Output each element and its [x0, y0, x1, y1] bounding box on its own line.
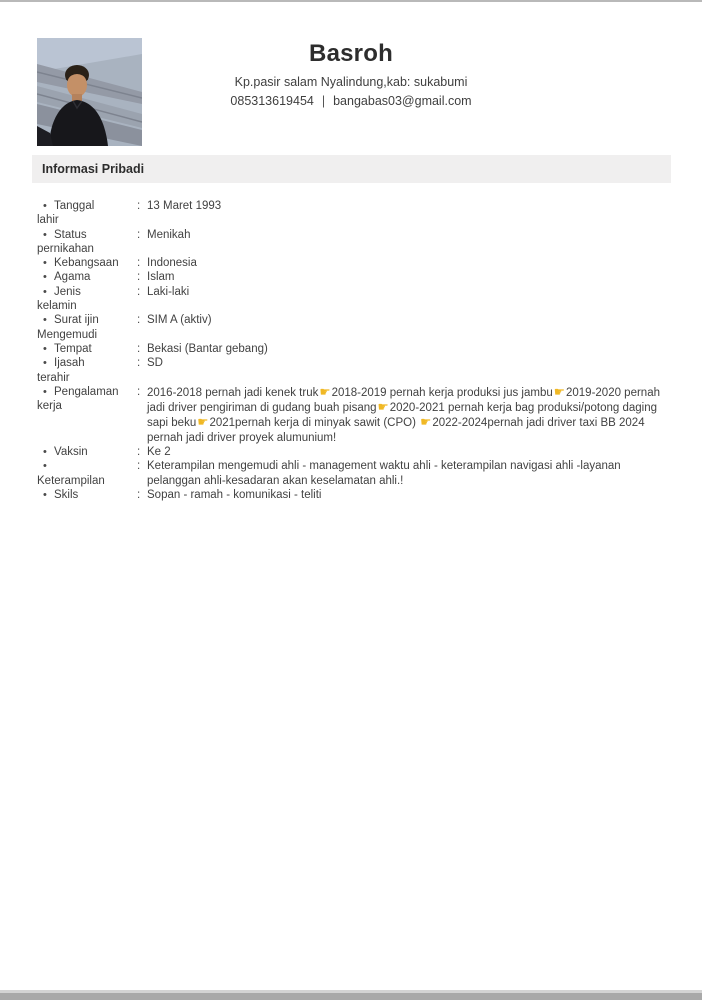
- info-label-text: lahir: [37, 214, 59, 227]
- personal-info-list: [37, 199, 665, 502]
- phone-number: 085313619454: [230, 94, 314, 108]
- info-value: SD: [147, 357, 163, 370]
- info-label-text: Keterampilan: [37, 474, 105, 487]
- pointing-right-hand-icon: ☛: [377, 400, 389, 415]
- info-value: Keterampilan mengemudi ahli - management waktu ahli - keterampilan navigasi ahli -layanan pelanggan ahli-kesadaran akan keselamatan ahli.!: [147, 460, 621, 487]
- info-label: [37, 459, 137, 488]
- info-label: [37, 270, 137, 284]
- info-label: [37, 445, 137, 459]
- info-label-text: kerja: [37, 400, 62, 413]
- info-label-text: pernikahan: [37, 242, 94, 255]
- info-value: SIM A (aktiv): [147, 314, 212, 327]
- separator-bar: |: [321, 94, 326, 108]
- info-label: [37, 385, 137, 414]
- info-value: Bekasi (Bantar gebang): [147, 342, 268, 355]
- info-label-text: terahir: [37, 371, 70, 384]
- bullet-icon: •: [43, 228, 47, 241]
- info-row: [37, 270, 665, 284]
- info-value: Sopan - ramah - komunikasi - teliti: [147, 488, 322, 501]
- bullet-icon: •: [43, 385, 47, 398]
- bullet-icon: •: [43, 446, 47, 459]
- info-row: [37, 199, 665, 228]
- colon-separator: :: [137, 385, 141, 398]
- section-title: Informasi Pribadi: [42, 162, 145, 176]
- info-label-text: Status: [54, 228, 87, 241]
- info-label-text: Agama: [54, 271, 91, 284]
- info-row: [37, 256, 665, 270]
- colon-separator: :: [137, 446, 141, 459]
- info-value: Islam: [147, 271, 175, 284]
- info-value: Laki-laki: [147, 285, 190, 298]
- page-top-edge: [0, 0, 702, 2]
- info-label-text: Tanggal: [54, 200, 95, 212]
- colon-separator: :: [137, 200, 141, 212]
- colon-separator: :: [137, 228, 141, 241]
- info-label-text: Vaksin: [54, 446, 88, 459]
- info-row: [37, 228, 665, 257]
- info-label-text: Tempat: [54, 342, 92, 355]
- info-value: 2016-2018 pernah jadi kenek truk☛2018-2019 pernah kerja produksi jus jambu☛2019-2020 pernah jadi driver pengiriman di gudang buah pisang☛2020-2021 pernah kerja bag produksi/potong daging sapi beku☛2021pernah kerja di minyak sawit (CPO) ☛2022-2024pernah jadi driver taxi BB 2024 pernah jadi driver proyek alumunium!: [147, 384, 660, 444]
- email-address: bangabas03@gmail.com: [333, 94, 472, 108]
- info-label: [37, 199, 137, 228]
- info-label-text: Skils: [54, 488, 79, 501]
- bullet-icon: •: [43, 314, 47, 327]
- info-row: [37, 488, 665, 502]
- pointing-right-hand-icon: ☛: [197, 415, 209, 430]
- resume-header: [0, 41, 702, 109]
- pointing-right-hand-icon: ☛: [319, 384, 331, 399]
- pointing-right-hand-icon: ☛: [553, 384, 565, 399]
- info-row: [37, 313, 665, 342]
- bullet-icon: •: [43, 488, 47, 501]
- address-line: Kp.pasir salam Nyalindung,kab: sukabumi: [234, 75, 468, 89]
- bullet-icon: •: [43, 257, 47, 270]
- colon-separator: :: [137, 342, 141, 355]
- info-label: [37, 256, 137, 270]
- info-row: [37, 385, 665, 445]
- colon-separator: :: [137, 460, 141, 473]
- info-label-text: Jenis: [54, 285, 81, 298]
- info-label: [37, 356, 137, 385]
- info-label: [37, 285, 137, 314]
- colon-separator: :: [137, 257, 141, 270]
- info-label: [37, 228, 137, 257]
- info-label-text: Pengalaman: [54, 385, 119, 398]
- colon-separator: :: [137, 285, 141, 298]
- info-value: Indonesia: [147, 257, 197, 270]
- page-title: Basroh: [309, 40, 393, 67]
- colon-separator: :: [137, 271, 141, 284]
- info-value: Ke 2: [147, 446, 171, 459]
- info-value: Menikah: [147, 228, 191, 241]
- bullet-icon: •: [43, 285, 47, 298]
- info-label: [37, 488, 137, 502]
- info-label-text: kelamin: [37, 300, 77, 313]
- info-label: [37, 342, 137, 356]
- colon-separator: :: [137, 357, 141, 370]
- info-label-text: Mengemudi: [37, 328, 98, 341]
- bullet-icon: •: [43, 342, 47, 355]
- info-label-text: Surat ijin: [54, 314, 99, 327]
- bullet-icon: •: [43, 200, 47, 212]
- info-label-text: Ijasah: [54, 357, 85, 370]
- colon-separator: :: [137, 488, 141, 501]
- info-row: [37, 285, 665, 314]
- contact-line: [0, 93, 702, 109]
- info-row: [37, 342, 665, 356]
- info-row: [37, 356, 665, 385]
- bullet-icon: •: [43, 271, 47, 284]
- bullet-icon: •: [43, 460, 47, 473]
- info-label: [37, 313, 137, 342]
- page-bottom-edge: [0, 990, 702, 1000]
- pointing-right-hand-icon: ☛: [420, 415, 432, 430]
- info-row: [37, 459, 665, 488]
- info-label-text: Kebangsaan: [54, 257, 119, 270]
- info-row: [37, 445, 665, 459]
- section-header-informasi-pribadi: [32, 155, 671, 183]
- info-value: 13 Maret 1993: [147, 200, 222, 212]
- colon-separator: :: [137, 314, 141, 327]
- bullet-icon: •: [43, 357, 47, 370]
